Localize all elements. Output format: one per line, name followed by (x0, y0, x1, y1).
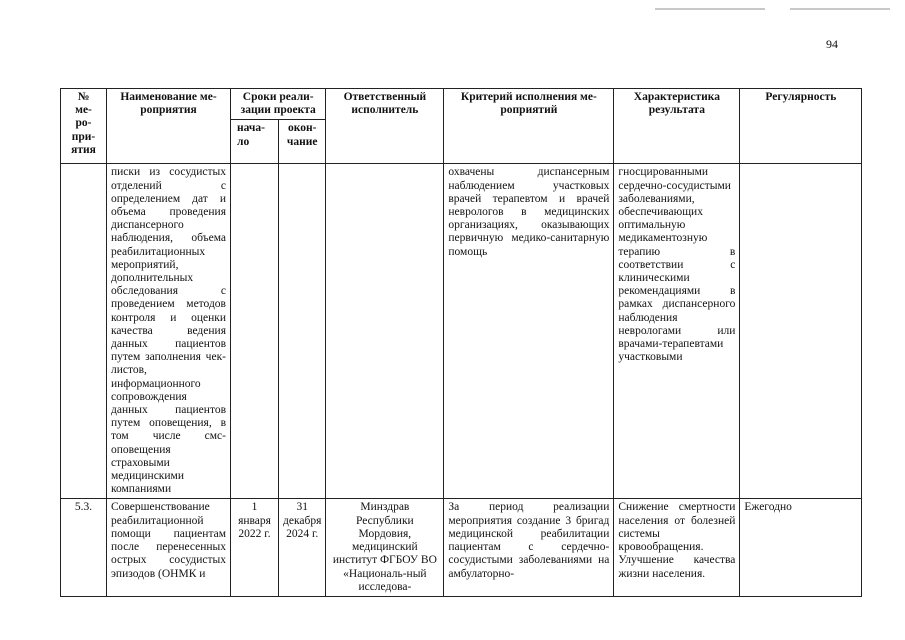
table-row (61, 164, 862, 499)
cell-name: писки из сосудистых отделений с определением дат и объема проведения диспансерного наблюдения, объема реабилитационных мероприятий, дополнительных обследования с проведением методов контроля и оценки качества ведения данных пациентов путем заполнения чек-листов, информационного сопровождения данных пациентов путем оповещения, в том числе смс-оповещения страховыми медицинскими компаниями (107, 164, 231, 499)
cell-result: гносцированными сердечно-сосудистыми заболеваниями, обеспечивающих оптимальную медикаментозную терапию в соответствии с клиническими рекомендациями в рамках диспансерного наблюдения неврологами или врачами-терапевтами участковыми (614, 164, 740, 499)
cell-end: 31 декабря 2024 г. (279, 499, 326, 596)
scan-artifact (655, 8, 765, 10)
cell-criterion: За период реализации мероприятия создание 3 бригад медицинской реабилитации пациентам с сердечно-сосудистыми заболеваниями на амбулаторно- (444, 499, 614, 596)
cell-responsible: Минздрав Республики Мордовия, медицинский институт ФГБОУ ВО «Националь-ный исследова- (326, 499, 444, 596)
header-start: нача- ло (231, 120, 279, 164)
cell-start: 1 января 2022 г. (231, 499, 279, 596)
cell-regularity: Ежегодно (740, 499, 862, 596)
cell-responsible (326, 164, 444, 499)
table-header-row (61, 89, 862, 120)
page-number: 94 (826, 37, 838, 51)
cell-regularity (740, 164, 862, 499)
header-number: № ме- ро- при- ятия (61, 89, 107, 164)
cell-end (279, 164, 326, 499)
header-end: окон- чание (279, 120, 326, 164)
header-result: Характеристика результата (614, 89, 740, 164)
header-criterion: Критерий исполнения ме- роприятий (444, 89, 614, 164)
header-terms: Сроки реали- зации проекта (231, 89, 326, 120)
header-responsible: Ответственный исполнитель (326, 89, 444, 164)
cell-result: Снижение смертности населения от болезней системы кровообращения. Улучшение качества жизни населения. (614, 499, 740, 596)
cell-start (231, 164, 279, 499)
table-row (61, 499, 862, 596)
scan-artifact (790, 8, 890, 10)
cell-criterion: охвачены диспансерным наблюдением участковых врачей терапевтом и врачей неврологов в медицинских организациях, оказывающих первичную медико-санитарную помощь (444, 164, 614, 499)
cell-name: Совершенствование реабилитационной помощи пациентам после перенесенных острых сосудистых эпизодов (ОНМК и (107, 499, 231, 596)
cell-number (61, 164, 107, 499)
measures-table (60, 88, 862, 597)
header-regularity: Регулярность (740, 89, 862, 164)
header-name: Наименование ме- роприятия (107, 89, 231, 164)
cell-number: 5.3. (61, 499, 107, 596)
